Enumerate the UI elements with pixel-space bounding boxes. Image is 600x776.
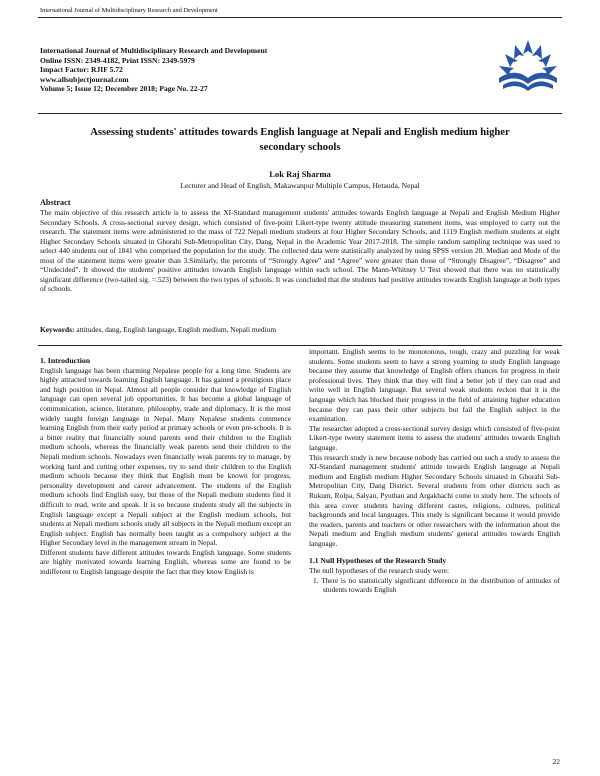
abstract-heading: Abstract	[40, 198, 71, 207]
article-title: Assessing students' attitudes towards English language at Nepali and English medium higher secondary schools	[90, 127, 510, 153]
right-column	[309, 347, 560, 595]
journal-impact-factor: Impact Factor: RJIF 5.72	[40, 65, 123, 75]
hypotheses-lead: The null hypotheses of the research study were:	[309, 566, 450, 576]
running-head: International Journal of Multidisciplinary Research and Development	[40, 7, 218, 14]
hypotheses-heading: 1.1 Null Hypotheses of the Research Study	[309, 556, 447, 566]
author-affiliation: Lecturer and Head of English, Makawanpur Multiple Campus, Hetauda, Nepal	[180, 181, 420, 190]
journal-volume: Volume 5; Issue 12; December 2018; Page No. 22-27	[40, 84, 208, 94]
keywords	[40, 325, 560, 335]
left-column	[40, 356, 291, 577]
hypothesis-item-1: 1. There is no statistically significant difference in the distribution of attitudes of students towards English	[313, 575, 560, 595]
journal-website[interactable]: www.allsubjectjournal.com	[40, 74, 129, 84]
keywords-text: attitudes, dang, English language, English medium, Nepali medium	[74, 325, 277, 334]
journal-block-rule	[38, 113, 562, 114]
intro-paragraph-3: important. English seems to be monotonous, tough, crazy and puzzling for weak students. Some students seem to have a strong yearning to study English language because they assume that knowledge of English offers chances for progress in their professional lives. They think that they will find a better job if they can read and write well in English language. But several weak students reckon that it is the language which has blocked their progress in the field of attaining higher education because they can pass their other subjects but fail the English subject in the examination.	[309, 347, 560, 424]
journal-info	[40, 46, 470, 94]
intro-paragraph-1: English language has been charming Nepalese people for a long time. Students are highly attracted towards learning English language. It has gained a prestigious place and high position in Nepal. Almost all people consider that knowledge of English language can open several job opportunities. It has become a global language of communication, science, literature, philosophy, trade and diplomacy. It is the most widely taught foreign language in Nepal. Many Nepalese students commence learning English from their early period at primary schools or even pre-schools. It is a bitter reality that financially sound parents send their children to the English medium schools, whereas the financially weak parents send their children to the Nepali medium schools. Nowadays even financially weak parents try to manage, by working hard and cutting other expenses, try to send their children to the English medium schools because they think that English must be known for progress, personality development and career advancement. The students of the English medium schools find English easy, but those of the Nepali medium students find it difficult to read, write and speak. It is so because students study all the subjects in English language except a Nepali subject at the English medium schools, but students at Nepali medium schools study all subjects in the Nepali medium except an English subject. English has normally been taught as a compulsory subject at the Higher Secondary level in the management stream in Nepal.	[40, 365, 291, 548]
keywords-rule	[38, 345, 562, 346]
page-number: 22	[552, 757, 560, 766]
journal-name: International Journal of Multidisciplinary Research and Development	[40, 46, 268, 55]
intro-paragraph-5: This research study is new because nobody has carried out such a study to assess the XI-Standard management students' attitude towards English language at Nepali medium and English medium Higher Secondary Schools situated in Ghorahi Sub-Metropolitan City, Dang District. Several students from other districts such as Rukum, Rolpa, Salyan, Pyuthan and Argakhachi come to study here. The schools of this area cover students having different castes, religions, cultures, political backgrounds and local languages. This study is significant because it would provide the readers, parents and teachers or other researchers with the information about the Nepali medium and English medium students' general attitudes towards English language.	[309, 452, 560, 548]
intro-paragraph-4: The researcher adopted a cross-sectional survey design which consisted of five-point Likert-type twenty statement items to assess the students' attitudes towards English language.	[309, 423, 560, 452]
intro-paragraph-2: Different students have different attitudes towards English language. Some students are highly motivated towards learning English, whereas some are found to be indifferent to English language despite the fact that they know English is	[40, 547, 291, 577]
abstract-text: The main objective of this research article is to assess the XI-Standard management students' attitudes towards English language at Nepali and English Medium Higher Secondary Schools. A cross-sectional survey design, which consisted of five-point Likert-type twenty attitude measuring statement items, was employed to carry out the research. The statement items were administered to the mass of 722 Nepali medium students at four Higher Secondary Schools, and 1119 English medium students at eight Higher Secondary Schools situated in Ghorahi Sub-Metropolitan City, Dang, Nepal in the Academic Year 2017-2018. The simple random sampling technique was used to select 440 students out of 1841 who comprised the population for the study. The collected data were statistically analyzed by using SPSS version 20. Median and Mode of the most of the statement items were greater than 3.Similarly, the percents of “Strongly Agree” and “Agree” were greater than those of “Strongly Disagree”, “Disagree” and “Undecided”. It showed the students' positive attitudes towards English language within each school. The Mann-Whitney U Test showed that there was no statistically significant difference (two-tailed sig. =.523) between the two types of schools. It was concluded that the students had positive attitudes towards English language at both types of schools.	[40, 208, 560, 294]
journal-logo	[493, 36, 563, 106]
author-name: Lok Raj Sharma	[269, 169, 331, 179]
keywords-label: Keywords:	[40, 325, 75, 334]
intro-heading: 1. Introduction	[40, 356, 91, 365]
journal-issn: Online ISSN: 2349-4182, Print ISSN: 2349-5979	[40, 55, 195, 65]
header-rule	[38, 17, 562, 18]
